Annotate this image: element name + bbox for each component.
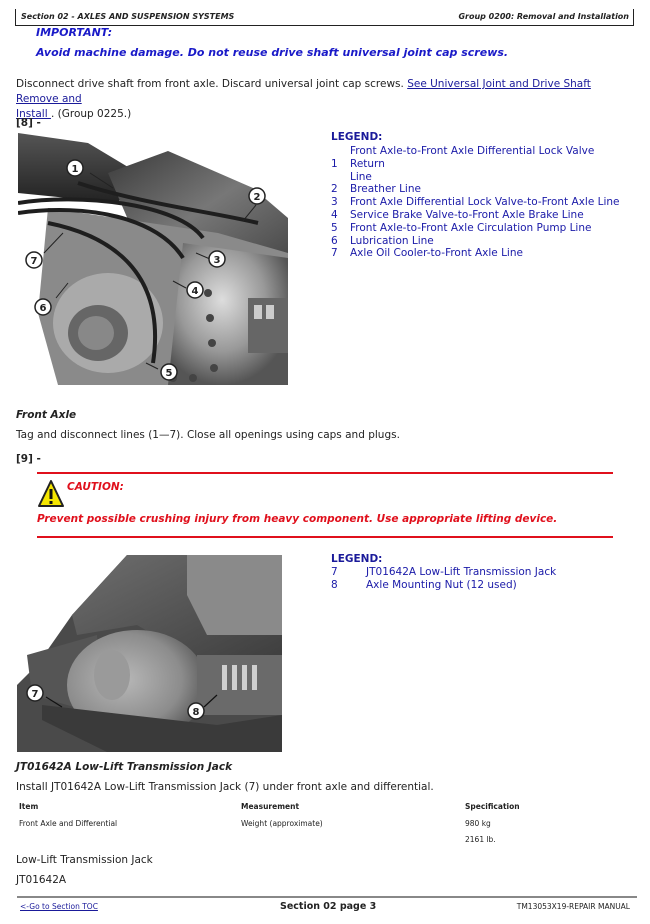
legend-number: 8 [331,578,338,591]
front-axle-caption: Front Axle [16,409,77,421]
svg-text:7: 7 [31,689,39,700]
spec-cell-value-kg: 980 kg [465,819,491,828]
svg-text:6: 6 [39,303,47,314]
spec-cell-value-lb: 2161 lb. [465,835,496,844]
legend-text: Breather Line [350,183,421,196]
spec-cell-measurement: Weight (approximate) [241,819,323,828]
spec-header-specification: Specification [465,802,520,811]
callout-7 [27,685,43,701]
callout-1 [67,160,83,176]
callout-8 [188,703,204,719]
section-title: Section 02 - AXLES AND SUSPENSION SYSTEMS [21,12,235,21]
svg-text:3: 3 [213,255,221,266]
svg-text:7: 7 [30,256,38,267]
legend-text: Front Axle Differential Lock Valve-to-Front Axle Line [350,196,620,209]
go-to-section-toc-link[interactable]: <-Go to Section TOC [20,902,98,911]
legend-item [331,196,621,209]
disconnect-paragraph [16,77,616,122]
tool-number: JT01642A [16,874,67,886]
legend-item [331,566,621,579]
legend-text: Axle Oil Cooler-to-Front Axle Line [350,247,523,260]
callout-5 [161,364,177,380]
spec-header-measurement: Measurement [241,802,300,811]
legend-item [331,209,621,222]
manual-id: TM13053X19-REPAIR MANUAL [516,902,630,911]
step-9-label: [9] - [16,453,41,465]
footer-rule [17,896,637,898]
warning-triangle-icon [38,480,64,508]
legend-number: 2 [331,183,338,196]
step-8-label: [8] - [16,117,41,129]
legend-number: 3 [331,196,338,209]
legend-item [331,247,621,260]
legend-number: 7 [331,566,338,578]
caution-top-rule [37,472,613,474]
transmission-jack-photo [17,555,282,752]
legend-item [331,222,621,235]
legend-number: 7 [331,247,338,260]
page-header [15,9,634,26]
spec-header-item: Item [19,802,39,811]
legend-item [331,183,621,196]
legend-list [331,566,621,592]
legend-text: Lubrication Line [350,234,434,247]
caution-text: Prevent possible crushing injury from heavy component. Use appropriate lifting device. [37,513,558,525]
legend-text-cont: Line [350,170,372,183]
spec-cell-item: Front Axle and Differential [19,819,118,828]
important-text: Avoid machine damage. Do not reuse drive shaft universal joint cap screws. [36,46,509,59]
group-title: Group 0200: Removal and Installation [458,12,629,21]
callout-4 [187,282,203,298]
legend-number: 5 [331,221,338,234]
legend-text: Front Axle-to-Front Axle Differential Lock Valve Return [350,145,595,170]
legend-number: 1 [331,157,338,170]
callout-2 [249,188,265,204]
legend-number: 4 [331,208,338,221]
group-reference: . (Group 0225.) [50,108,132,120]
svg-text:2: 2 [253,192,261,203]
svg-text:5: 5 [165,368,173,379]
svg-text:1: 1 [71,164,79,175]
tag-disconnect-instruction: Tag and disconnect lines (1—7). Close all openings using caps and plugs. [16,429,400,441]
drive-shaft-link[interactable]: See Universal Joint and Drive Shaft Remove and [16,78,591,105]
legend-item [331,579,621,592]
caution-bottom-rule [37,536,613,538]
drive-shaft-link-cont[interactable]: Install [16,108,51,120]
legend-text: JT01642A Low-Lift Transmission Jack [366,566,557,578]
tool-name: Low-Lift Transmission Jack [16,854,153,866]
legend-item [331,145,621,183]
legend-list [331,145,621,260]
disconnect-text: Disconnect drive shaft from front axle. Discard universal joint cap screws. [16,78,408,90]
legend-title: LEGEND: [331,553,383,565]
page-number: Section 02 page 3 [280,901,377,912]
caution-title: CAUTION: [67,481,124,493]
callout-6 [35,299,51,315]
legend-text: Service Brake Valve-to-Front Axle Brake Line [350,208,584,221]
legend-title: LEGEND: [331,131,383,143]
install-jack-instruction: Install JT01642A Low-Lift Transmission Jack (7) under front axle and differential. [16,781,434,793]
svg-text:8: 8 [192,707,200,718]
jack-caption: JT01642A Low-Lift Transmission Jack [16,761,233,773]
legend-item [331,235,621,248]
svg-text:4: 4 [191,286,199,297]
legend-text: Axle Mounting Nut (12 used) [366,578,517,591]
important-title: IMPORTANT: [36,26,113,39]
legend-number: 6 [331,234,338,247]
front-axle-illustration [18,133,288,385]
legend-text: Front Axle-to-Front Axle Circulation Pump Line [350,221,592,234]
callout-3 [209,251,225,267]
callout-7 [26,252,42,268]
